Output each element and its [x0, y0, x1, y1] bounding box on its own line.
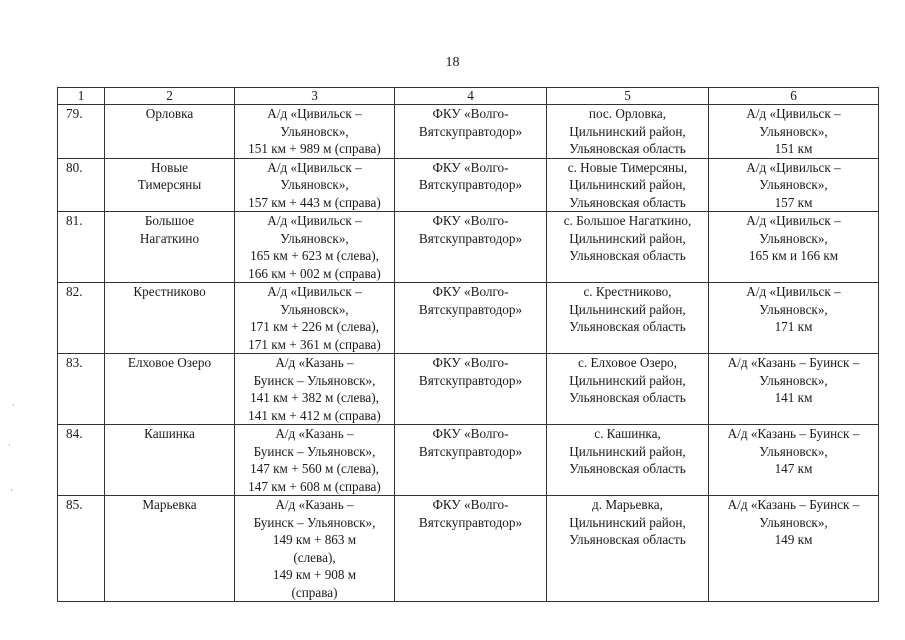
settlement-name-line: Кашинка — [144, 426, 195, 441]
road-reference-line: А/д «Казань – Буинск – — [727, 497, 860, 512]
settlement-location-line: пос. Орловка, — [588, 106, 667, 121]
road-location-line: 171 км + 361 м (справа) — [248, 336, 381, 352]
road-location-line: 157 км + 443 м (справа) — [248, 194, 381, 210]
header-row — [58, 88, 879, 105]
road-location-line: 166 км + 002 м (справа) — [248, 265, 381, 281]
road-owner-cell — [395, 158, 547, 212]
settlement-location-cell — [547, 105, 709, 159]
road-owner-line: ФКУ «Волго- — [432, 426, 509, 441]
scan-speck: · — [12, 400, 15, 410]
column-header: 2 — [105, 88, 235, 105]
road-location-line: 151 км + 989 м (справа) — [248, 141, 381, 156]
road-owner-line: Вятскуправтодор» — [418, 514, 523, 530]
road-reference-line: А/д «Цивильск – — [746, 284, 841, 299]
road-reference-line: Ульяновск», — [759, 443, 828, 459]
road-owner-line: Вятскуправтодор» — [418, 443, 523, 459]
road-reference-line: Ульяновск», — [759, 123, 828, 139]
road-location-line: А/д «Казань – — [275, 497, 354, 512]
settlement-location-line: Ульяновская область — [569, 141, 686, 156]
page-number: 18 — [445, 55, 460, 70]
road-location-cell — [235, 354, 395, 425]
road-location-line: А/д «Казань – — [275, 355, 354, 370]
table-row — [58, 105, 879, 159]
road-location-line: 149 км + 863 м — [272, 532, 357, 547]
road-location-cell — [235, 158, 395, 212]
settlement-name-line: Тимерсяны — [137, 177, 202, 192]
road-location-cell — [235, 105, 395, 159]
settlement-name-line: Марьевка — [142, 497, 197, 512]
settlement-location-line: Цильнинский район, — [569, 123, 686, 139]
row-number-cell: 85. — [58, 496, 105, 602]
road-location-line: 141 км + 412 м (справа) — [248, 407, 381, 423]
row-number-cell: 79. — [58, 105, 105, 159]
road-location-line: Ульяновск», — [280, 230, 349, 246]
settlement-name-line: Орловка — [145, 106, 194, 121]
settlement-location-cell — [547, 496, 709, 602]
road-location-cell — [235, 212, 395, 283]
road-location-cell — [235, 425, 395, 496]
column-header: 5 — [547, 88, 709, 105]
road-reference-line: Ульяновск», — [759, 230, 828, 246]
settlement-location-line: с. Кашинка, — [594, 426, 661, 441]
road-location-line: Буинск – Ульяновск», — [253, 514, 376, 530]
document-table — [57, 87, 879, 602]
settlement-name-cell — [105, 425, 235, 496]
road-location-line: Ульяновск», — [280, 177, 349, 192]
table-row — [58, 158, 879, 212]
table-row — [58, 283, 879, 354]
road-owner-line: Вятскуправтодор» — [418, 372, 523, 388]
road-reference-line: А/д «Казань – Буинск – — [727, 355, 860, 370]
road-reference-line: 157 км — [774, 194, 813, 210]
settlement-location-line: с. Новые Тимерсяны, — [567, 159, 688, 175]
row-number-cell: 82. — [58, 283, 105, 354]
column-header: 1 — [58, 88, 105, 105]
settlement-location-cell — [547, 354, 709, 425]
road-location-line: 171 км + 226 м (слева), — [250, 319, 379, 334]
road-owner-line: ФКУ «Волго- — [432, 355, 509, 370]
table-row — [58, 496, 879, 602]
road-location-line: Буинск – Ульяновск», — [253, 372, 376, 388]
settlement-location-line: с. Крестниково, — [583, 284, 672, 299]
road-location-cell — [235, 283, 395, 354]
road-owner-cell — [395, 425, 547, 496]
settlement-name-line: Елховое Озеро — [127, 355, 212, 370]
row-number-cell: 83. — [58, 354, 105, 425]
road-owner-cell — [395, 105, 547, 159]
settlement-location-line: Ульяновская область — [569, 532, 686, 547]
road-reference-line: 141 км — [774, 390, 813, 405]
table-row — [58, 425, 879, 496]
road-location-line: 147 км + 560 м (слева), — [250, 461, 379, 476]
road-owner-cell — [395, 212, 547, 283]
settlement-location-line: Ульяновская область — [569, 248, 686, 263]
road-location-line: 149 км + 908 м — [272, 567, 357, 582]
road-reference-line: А/д «Казань – Буинск – — [727, 426, 860, 441]
road-location-line: А/д «Цивильск – — [267, 284, 362, 299]
settlement-location-cell — [547, 212, 709, 283]
settlement-location-line: Цильнинский район, — [569, 301, 686, 317]
settlement-location-line: Цильнинский район, — [569, 177, 686, 192]
road-reference-line: Ульяновск», — [759, 372, 828, 388]
road-reference-line: Ульяновск», — [759, 301, 828, 317]
road-location-line: 165 км + 623 м (слева), — [250, 248, 379, 263]
road-reference-line: А/д «Цивильск – — [746, 213, 841, 228]
road-owner-line: ФКУ «Волго- — [432, 284, 509, 299]
row-number-cell: 81. — [58, 212, 105, 283]
road-location-cell — [235, 496, 395, 602]
road-reference-line: А/д «Цивильск – — [746, 106, 841, 121]
road-owner-line: Вятскуправтодор» — [418, 123, 523, 139]
road-reference-line: Ульяновск», — [759, 514, 828, 530]
road-reference-line: 151 км — [774, 141, 813, 156]
road-location-line: А/д «Цивильск – — [267, 106, 362, 121]
settlement-location-cell — [547, 425, 709, 496]
settlement-location-line: Цильнинский район, — [569, 443, 686, 459]
settlement-location-line: Ульяновская область — [569, 390, 686, 405]
settlement-location-cell — [547, 158, 709, 212]
road-location-line: А/д «Цивильск – — [267, 159, 362, 175]
settlement-location-line: с. Большое Нагаткино, — [563, 213, 692, 228]
road-location-line: А/д «Цивильск – — [267, 213, 362, 228]
settlement-location-line: Ульяновская область — [569, 319, 686, 334]
road-reference-line: Ульяновск», — [759, 177, 828, 192]
road-location-line: А/д «Казань – — [275, 426, 354, 441]
road-reference-line: А/д «Цивильск – — [746, 159, 841, 175]
row-number-cell: 80. — [58, 158, 105, 212]
road-reference-cell — [709, 283, 879, 354]
road-location-line: (справа) — [291, 584, 338, 600]
row-number-cell: 84. — [58, 425, 105, 496]
settlement-name-line: Новые — [150, 159, 189, 175]
road-location-line: (слева), — [293, 549, 336, 565]
road-owner-line: ФКУ «Волго- — [432, 106, 509, 121]
settlement-name-line: Крестниково — [133, 284, 206, 299]
road-owner-cell — [395, 354, 547, 425]
settlement-name-line: Нагаткино — [139, 230, 200, 246]
road-owner-line: ФКУ «Волго- — [432, 497, 509, 512]
settlement-name-cell — [105, 283, 235, 354]
table-row — [58, 212, 879, 283]
settlement-location-line: Ульяновская область — [569, 461, 686, 476]
settlement-location-line: с. Елховое Озеро, — [578, 355, 677, 370]
road-reference-line: 147 км — [774, 461, 813, 476]
road-location-line: 147 км + 608 м (справа) — [248, 478, 381, 494]
road-owner-line: ФКУ «Волго- — [432, 159, 509, 175]
column-header: 6 — [709, 88, 879, 105]
settlement-location-cell — [547, 283, 709, 354]
scan-speck: · — [8, 440, 11, 450]
road-owner-line: ФКУ «Волго- — [432, 213, 509, 228]
table-row — [58, 354, 879, 425]
road-reference-cell — [709, 212, 879, 283]
road-location-line: Ульяновск», — [280, 301, 349, 317]
road-owner-line: Вятскуправтодор» — [418, 230, 523, 246]
column-header: 3 — [235, 88, 395, 105]
settlement-location-line: Ульяновская область — [569, 194, 686, 210]
road-reference-line: 165 км и 166 км — [748, 248, 839, 263]
road-location-line: 141 км + 382 м (слева), — [250, 390, 379, 405]
road-reference-line: 149 км — [774, 532, 813, 547]
column-header: 4 — [395, 88, 547, 105]
settlement-name-cell — [105, 496, 235, 602]
settlement-name-cell — [105, 105, 235, 159]
settlement-location-line: д. Марьевка, — [592, 497, 663, 512]
settlement-name-cell — [105, 158, 235, 212]
settlement-name-line: Большое — [144, 213, 195, 228]
settlement-name-cell — [105, 212, 235, 283]
road-reference-line: 171 км — [774, 319, 813, 334]
road-reference-cell — [709, 354, 879, 425]
road-reference-cell — [709, 496, 879, 602]
road-location-line: Ульяновск», — [280, 123, 349, 139]
settlement-name-cell — [105, 354, 235, 425]
scan-speck: · — [10, 485, 13, 495]
road-location-line: Буинск – Ульяновск», — [253, 443, 376, 459]
settlement-location-line: Цильнинский район, — [569, 372, 686, 388]
road-owner-cell — [395, 283, 547, 354]
road-reference-cell — [709, 425, 879, 496]
road-owner-cell — [395, 496, 547, 602]
road-owner-line: Вятскуправтодор» — [418, 177, 523, 192]
road-reference-cell — [709, 158, 879, 212]
settlement-location-line: Цильнинский район, — [569, 230, 686, 246]
settlement-location-line: Цильнинский район, — [569, 514, 686, 530]
road-reference-cell — [709, 105, 879, 159]
road-owner-line: Вятскуправтодор» — [418, 301, 523, 317]
